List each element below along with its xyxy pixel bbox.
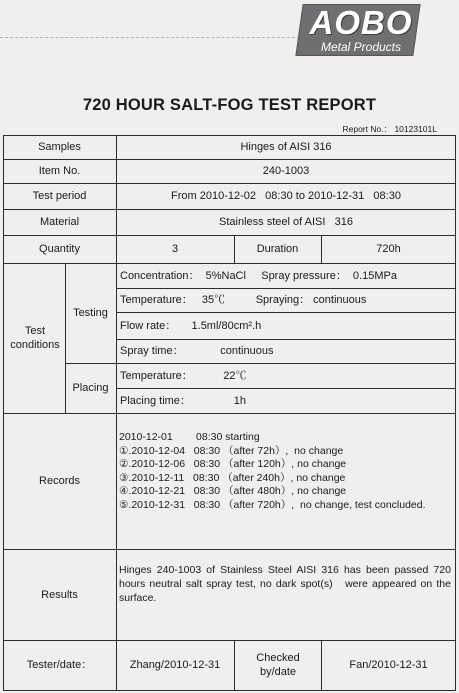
placing-label: Placing: [72, 382, 109, 394]
item-no-label: Item No.: [38, 165, 81, 177]
samples-value: Hinges of AISI 316: [240, 141, 332, 153]
testing-temperature-row: Temperature： 35℃ Spraying： continuous: [120, 294, 367, 306]
quantity-value: 3: [171, 243, 179, 255]
concentration-row: Concentration： 5%NaCl Spray pressure： 0.15MPa: [120, 269, 397, 282]
report-number: Report No.： 10123101L: [342, 124, 437, 134]
record-entry: ④.2010-12-21 08:30 （after 480h）, no change: [119, 485, 347, 497]
item-no-value: 240-1003: [262, 165, 310, 177]
header-rule: [0, 37, 300, 38]
duration-label: Duration: [256, 243, 299, 255]
checked-label: Checked by/date: [256, 652, 300, 678]
records-list: [119, 431, 455, 541]
record-entry: ③.2010-12-11 08:30 （after 240h）, no change: [119, 471, 346, 484]
flow-rate-row: Flow rate： 1.5ml/80cm².h: [120, 319, 262, 332]
logo-tagline: Metal Products: [320, 40, 402, 54]
logo-wordmark: AOBO: [309, 4, 413, 41]
checked-value: Fan/2010-12-31: [349, 659, 428, 671]
samples-label: Samples: [38, 141, 81, 153]
test-period-value: From 2010-12-02 08:30 to 2010-12-31 08:30: [171, 190, 401, 202]
placing-temperature-row: Temperature： 22℃: [120, 369, 247, 382]
results-text: Hinges 240-1003 of Stainless Steel AISI 316 has been passed 720 hours neutral salt spray test, no dark spot(s) were appeared on the surface.: [119, 564, 454, 604]
placing-time-row: Placing time： 1h: [120, 394, 246, 407]
tester-value: Zhang/2010-12-31: [129, 659, 221, 671]
quantity-label: Quantity: [39, 243, 80, 255]
record-entry: ②.2010-12-06 08:30 （after 120h）, no change: [119, 458, 347, 470]
record-entry: ①.2010-12-04 08:30 （after 72h）, no change: [119, 444, 344, 457]
test-period-label: Test period: [32, 190, 87, 202]
testing-label: Testing: [73, 307, 108, 319]
record-entry: ⑤.2010-12-31 08:30 （after 720h）, no change, test concluded.: [119, 498, 426, 511]
results-label: Results: [41, 588, 78, 601]
record-entry: 2010-12-01 08:30 starting: [119, 431, 260, 443]
report-title: 720 HOUR SALT-FOG TEST REPORT: [82, 96, 377, 114]
report-table: [3, 135, 456, 691]
duration-value: 720h: [376, 243, 401, 255]
material-value: Stainless steel of AISI 316: [219, 216, 353, 228]
tester-label: Tester/date：: [26, 659, 93, 671]
records-label: Records: [39, 475, 80, 487]
test-conditions-label: Test conditions: [10, 325, 60, 351]
material-label: Material: [39, 216, 80, 228]
spray-time-row: Spray time： continuous: [120, 345, 274, 357]
